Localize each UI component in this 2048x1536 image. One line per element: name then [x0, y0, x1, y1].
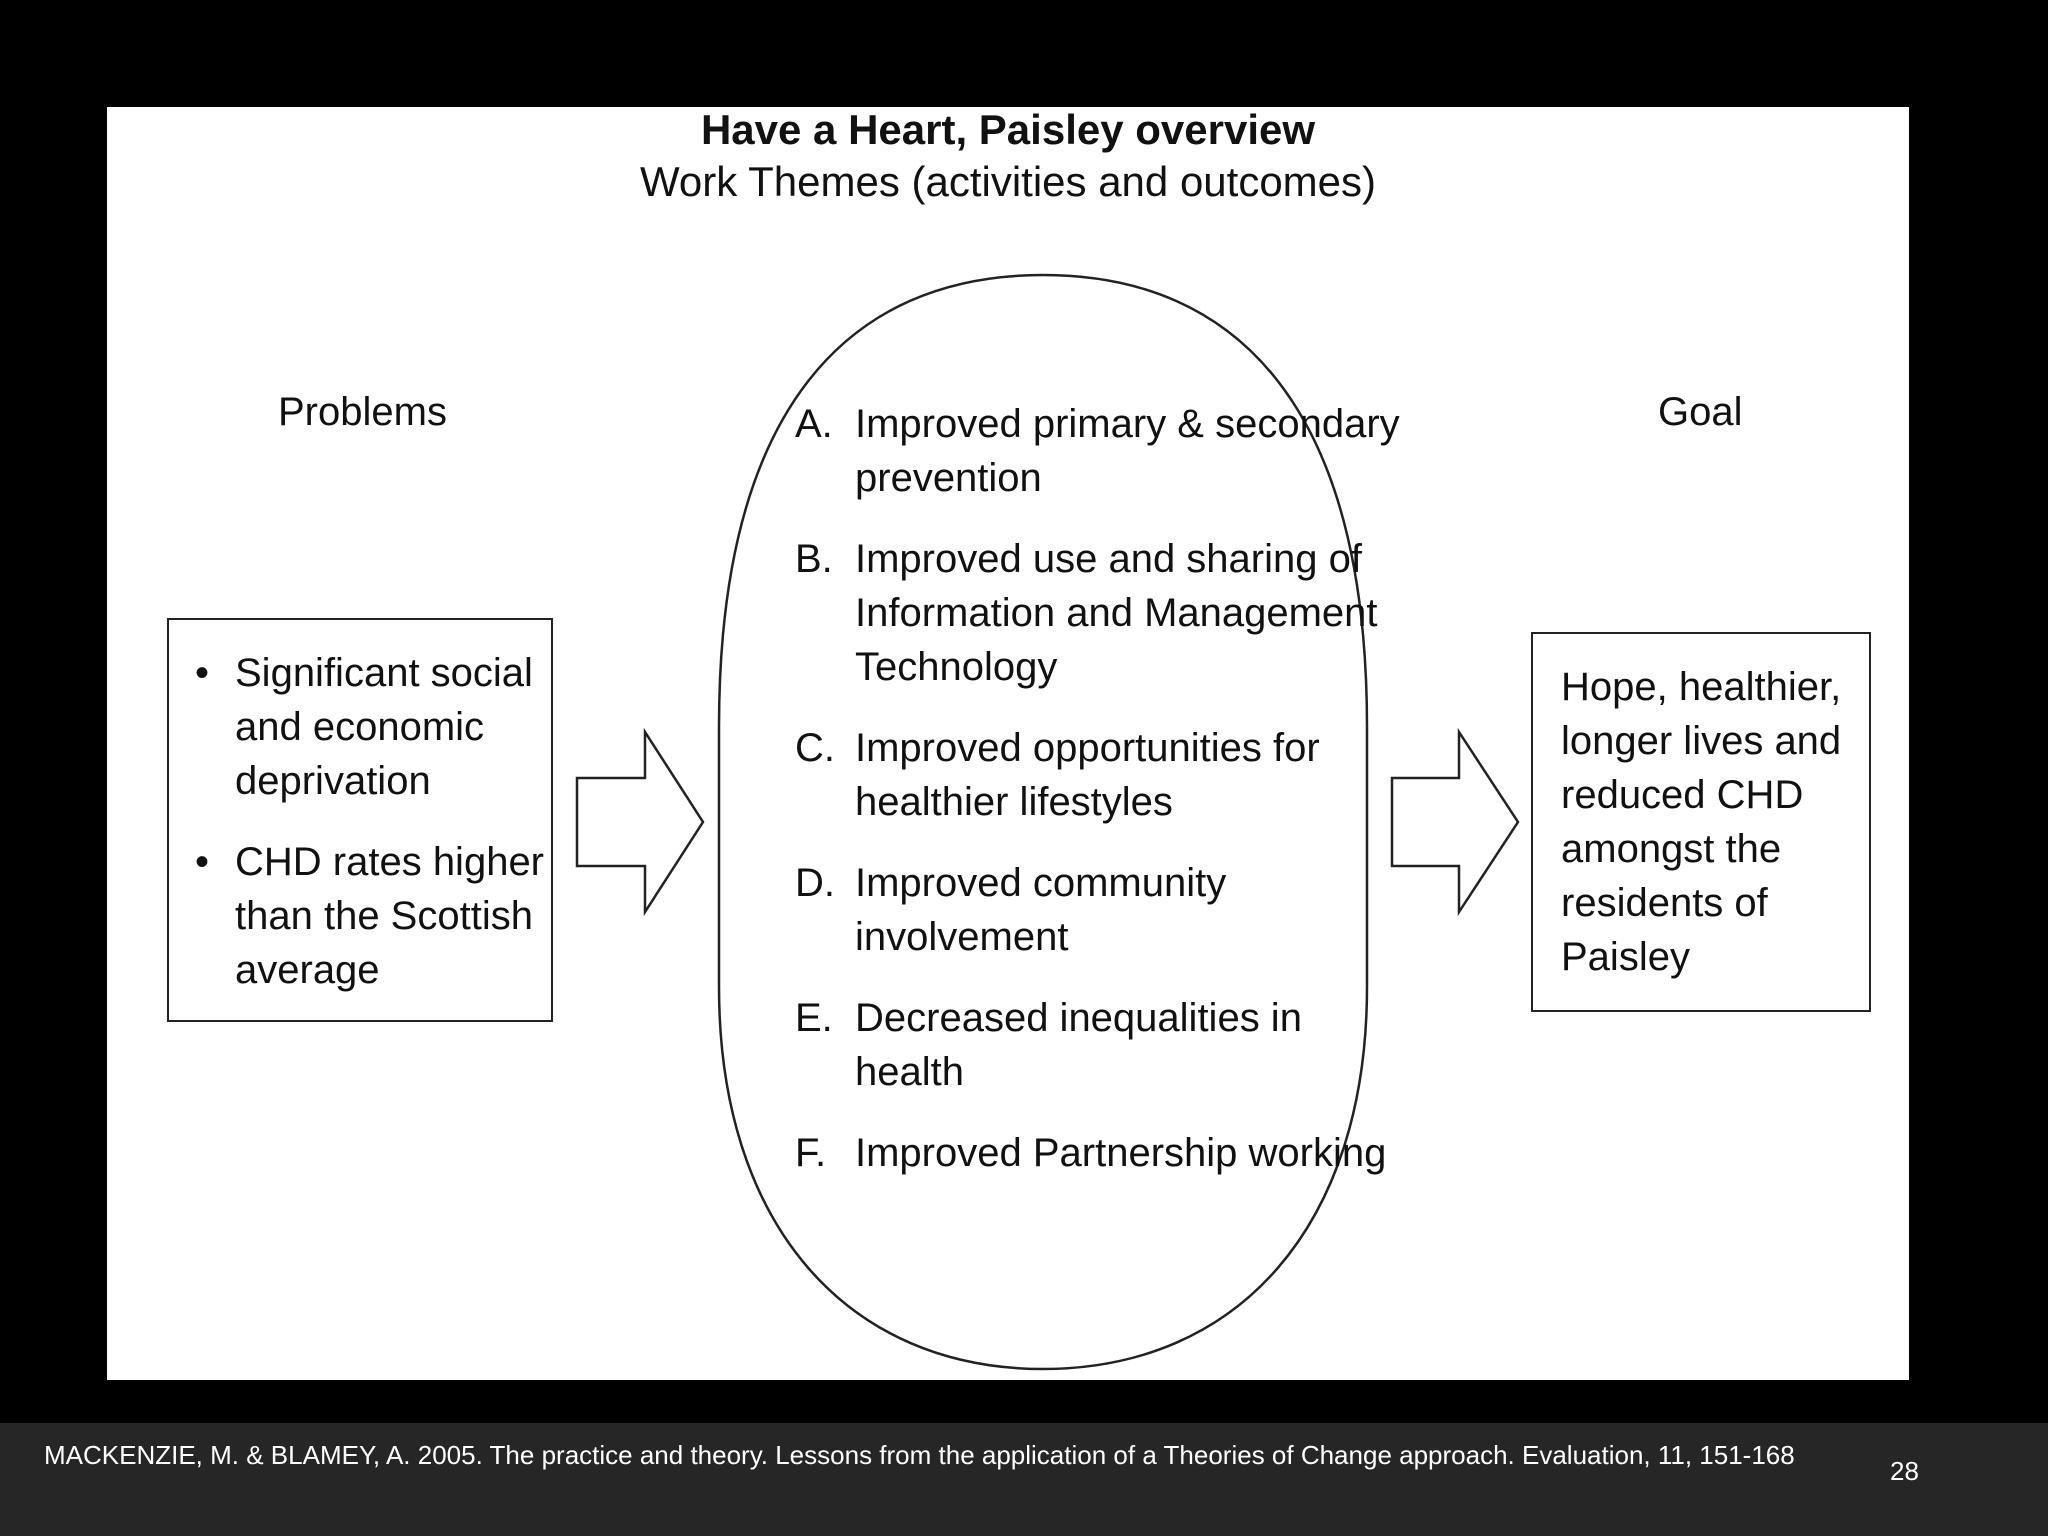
- goal-text: Hope, healthier, longer lives and reduced CHD amongst the residents of Paisley: [1561, 665, 1842, 979]
- theme-item-d: [795, 856, 1415, 964]
- diagram-image: [107, 107, 1909, 1380]
- slide-number: 28: [1890, 1456, 1919, 1486]
- theme-letter: F.: [795, 1131, 827, 1175]
- problem-text: Significant social and economic deprivation: [235, 651, 533, 803]
- problem-text: CHD rates higher than the Scottish average: [235, 840, 545, 992]
- diagram-title: Have a Heart, Paisley overview: [700, 106, 1316, 153]
- bullet: •: [195, 840, 210, 884]
- theme-text: Improved community involvement: [855, 861, 1227, 959]
- problem-item: [195, 646, 575, 808]
- problems-list: [195, 646, 551, 997]
- theme-text: Improved primary & secondary prevention: [855, 402, 1400, 500]
- theme-item-e: [795, 991, 1415, 1099]
- theme-letter: A.: [795, 402, 833, 446]
- goal-box: [1531, 632, 1871, 1012]
- theme-text: Improved Partnership working: [855, 1131, 1387, 1175]
- diagram-subtitle: Work Themes (activities and outcomes): [639, 158, 1377, 205]
- theme-item-b: [795, 532, 1415, 694]
- theme-text: Improved opportunities for healthier lifestyles: [855, 726, 1320, 824]
- bullet: •: [195, 651, 210, 695]
- theme-item-c: [795, 721, 1415, 829]
- goal-heading: Goal: [1658, 390, 1743, 434]
- theme-text: Improved use and sharing of Information and Management Technology: [855, 537, 1378, 689]
- theme-letter: D.: [795, 861, 835, 905]
- theme-item-f: [795, 1126, 1415, 1180]
- problems-heading: Problems: [278, 390, 447, 434]
- theme-letter: E.: [795, 996, 833, 1040]
- problems-box: [167, 618, 553, 1022]
- theme-letter: B.: [795, 537, 833, 581]
- theme-item-a: [795, 397, 1415, 505]
- arrow-problems-to-themes: [577, 732, 703, 912]
- themes-list: [795, 397, 1400, 1207]
- citation-text: MACKENZIE, M. & BLAMEY, A. 2005. The practice and theory. Lessons from the application of a Theories of Change approach. Evaluation, 11, 151-168: [44, 1440, 1795, 1470]
- theme-letter: C.: [795, 726, 835, 770]
- problem-item: [195, 835, 575, 997]
- theme-text: Decreased inequalities in health: [855, 996, 1302, 1094]
- footer-bar: [0, 1423, 2048, 1536]
